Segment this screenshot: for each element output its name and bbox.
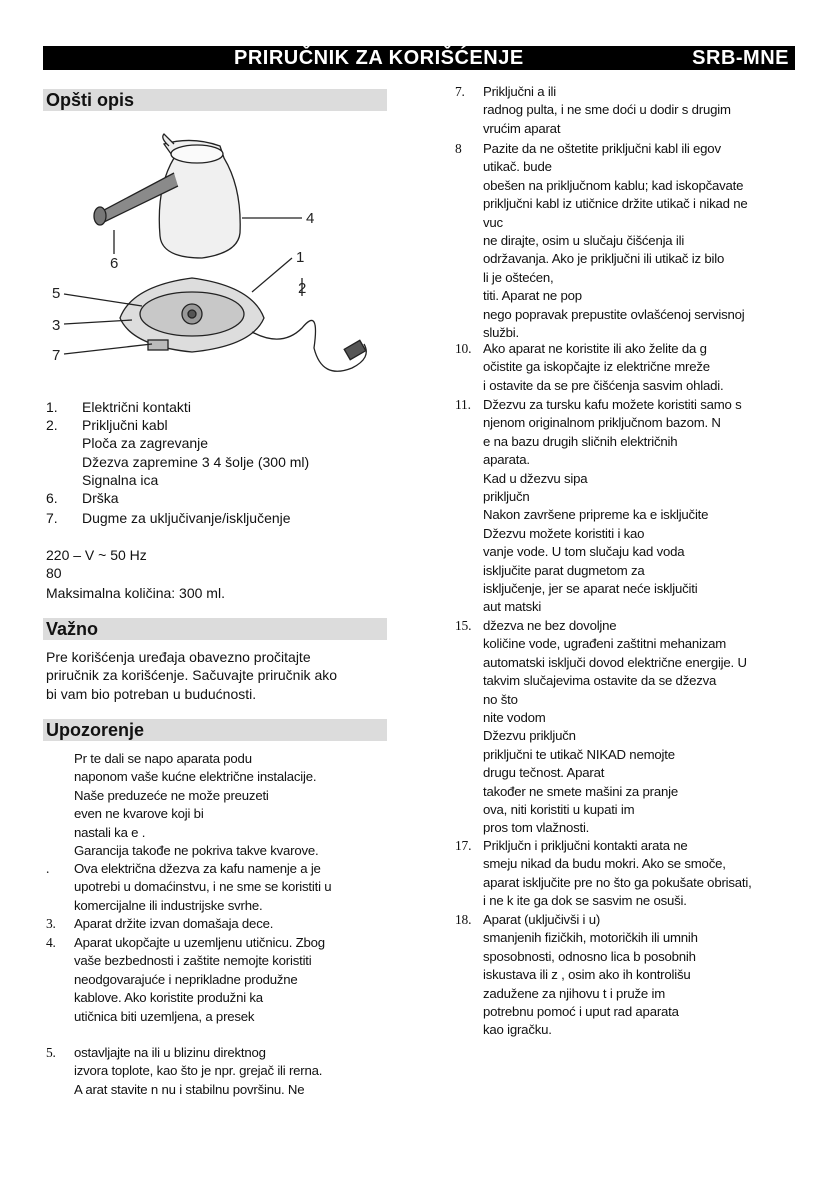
section-general-description [43, 89, 387, 111]
text-line: Pazite da ne oštetite priključni kabl ili egov [483, 141, 721, 156]
text-line: naponom vaše kućne električne instalacije. [74, 769, 317, 785]
label-1: 1 [296, 249, 305, 266]
text-line: Džezvu možete koristiti i kao [483, 525, 645, 541]
text-line: utičnica biti uzemljena, a presek [74, 1008, 255, 1024]
text-line: priključn [483, 488, 530, 504]
text-line: Naše preduzeće ne može preuzeti [74, 787, 269, 803]
part-number: 1. [46, 399, 58, 415]
warning-number: 4. [46, 935, 56, 950]
label-3: 3 [52, 317, 61, 334]
text-line: nite vodom [483, 709, 546, 725]
spec-power: 80 [46, 565, 62, 581]
text-line: ne dirajte, osim u slučaju čišćenja ili [483, 232, 685, 248]
text-line: smanjenih fizičkih, motoričkih ili umnih [483, 930, 698, 946]
text-line: ova, niti koristiti u kupati im [483, 801, 635, 817]
spec-voltage: 220 – V ~ 50 Hz [46, 547, 147, 563]
text-line: no što [483, 691, 518, 707]
text-line: utikač. bude [483, 159, 552, 175]
text-line: nego popravak prepustite ovlašćenoj servisnoj [483, 306, 745, 322]
warning-number: 18. [455, 912, 472, 927]
text-line: Pre korišćenja uređaja obavezno pročitajte [46, 649, 311, 665]
text-line: aut matski [483, 599, 542, 615]
text-line: upotrebi u domaćinstvu, i ne sme se koristiti u [74, 879, 332, 895]
text-line: zadužene za njihovu t i pruže im [483, 985, 665, 1001]
text-line: drugu tečnost. Aparat [483, 765, 605, 781]
part-label: Električni kontakti [82, 399, 191, 415]
text-line: iskustava ili z , osim ako ih kontrolišu [483, 967, 691, 983]
part-label: Dugme za uključivanje/isključenje [82, 510, 291, 526]
text-line: titi. Aparat ne pop [483, 288, 582, 304]
text-line: vaše bezbednosti i zaštite nemojte koristiti [74, 953, 312, 969]
text-line: priručnik za korišćenje. Sačuvajte priručnik ako [46, 667, 338, 684]
warning-number: . [46, 861, 50, 876]
text-line: Ova električna džezva za kafu namenje a je [74, 861, 321, 876]
warning-number: 7. [455, 84, 465, 99]
text-line: vrućim aparat [483, 120, 561, 136]
text-line: Garancija takođe ne pokriva takve kvarove. [74, 842, 319, 858]
part-label: Ploča za zagrevanje [82, 435, 209, 451]
text-line: even ne kvarove koji bi [74, 806, 204, 822]
text-line: aparata. [483, 452, 530, 468]
text-line: izvora toplote, kao što je npr. grejač ili rerna. [74, 1063, 323, 1079]
text-line: priključni kabl iz utičnice držite utikač i nikad ne [483, 196, 748, 212]
text-line: održavanja. Ako je priključni ili utikač iz bilo [483, 251, 725, 267]
text-line: potrebnu pomoć i uput rad aparata [483, 1003, 679, 1019]
warning-number: 17. [455, 838, 472, 853]
text-line: očistite ga iskopčajte iz električne mreže [483, 359, 710, 375]
text-line: takvim slučajevima ostavite da se džezva [483, 673, 717, 689]
text-line: Džezvu priključn [483, 728, 576, 744]
text-line: A arat stavite n nu i stabilnu površinu. Ne [74, 1081, 305, 1097]
text-line: pros tom vlažnosti. [483, 820, 590, 836]
text-line: također ne smete mašini za pranje [483, 783, 678, 799]
part-label: Džezva zapremine 3 4 šolje (300 ml) [82, 454, 310, 470]
part-label: Drška [82, 490, 119, 506]
text-line: i ne k ite ga dok se sasvim ne osuši. [483, 893, 687, 909]
text-line: kao igračku. [483, 1022, 552, 1038]
manual-title: PRIRUČNIK ZA KORIŠĆENJE [234, 47, 524, 69]
text-line: Aparat (uključivši i u) [483, 912, 601, 927]
text-line: li je oštećen, [483, 269, 554, 285]
label-4: 4 [306, 210, 315, 227]
text-line: džezva ne bez dovoljne [483, 618, 617, 633]
label-2: 2 [298, 280, 307, 297]
spec-max-volume: Maksimalna količina: 300 ml. [46, 585, 225, 601]
text-line: Priključn i priključni kontakti arata ne [483, 838, 688, 853]
text-line: priključni te utikač NIKAD nemojte [483, 746, 675, 762]
text-line: Džezvu za tursku kafu možete koristiti samo s [483, 397, 742, 412]
text-line: Aparat držite izvan domašaja dece. [74, 916, 274, 931]
text-line: i ostavite da se pre čišćenja sasvim ohladi. [483, 377, 724, 393]
text-line: Aparat ukopčajte u uzemljenu utičnicu. Zbog [74, 935, 325, 950]
text-line: kablove. Ako koristite produžni ka [74, 990, 263, 1006]
section-important [43, 618, 387, 640]
section-warnings [43, 719, 387, 741]
warning-number: 11. [455, 397, 471, 412]
section-heading: Upozorenje [46, 720, 145, 740]
warning-number: 5. [46, 1045, 56, 1060]
section-heading: Opšti opis [46, 90, 135, 110]
text-line: Priključni a ili [483, 84, 557, 99]
text-line: obešen na priključnom kablu; kad iskopčavate [483, 177, 744, 193]
text-line: Kad u džezvu sipa [483, 470, 588, 486]
text-line: količine vode, ugrađeni zaštitni mehanizam [483, 636, 727, 652]
language-code: SRB-MNE [692, 47, 789, 69]
text-line: neodgovarajuće i neprikladne produžne [74, 971, 298, 987]
label-5: 5 [52, 285, 61, 302]
part-number: 7. [46, 510, 58, 526]
text-line: Ako aparat ne koristite ili ako želite da g [483, 341, 707, 356]
section-heading: Važno [46, 619, 99, 639]
important-paragraph [46, 648, 386, 703]
text-line: isključenje, jer se aparat neće isključiti [483, 580, 698, 596]
label-7: 7 [52, 347, 61, 364]
warning-number: 3. [46, 916, 56, 931]
text-line: e na bazu drugih sličnih električnih [483, 433, 678, 449]
text-line: automatski isključi dovod električne energije. U [483, 654, 747, 670]
text-line: Pr te dali se napo aparata podu [74, 751, 252, 766]
text-line: komercijalne ili industrijske svrhe. [74, 897, 263, 913]
text-line: bi vam bio potreban u budućnosti. [46, 685, 257, 702]
part-number: 6. [46, 490, 58, 506]
text-line: sposobnosti, odnosno lica b posobnih [483, 948, 696, 964]
part-number: 2. [46, 417, 58, 433]
coffee-pot-illustration [52, 118, 382, 388]
part-label: Priključni kabl [82, 417, 168, 433]
warning-number: 10. [455, 341, 472, 356]
text-line: službi. [483, 324, 519, 340]
label-6: 6 [110, 255, 119, 272]
text-line: isključite parat dugmetom za [483, 562, 645, 578]
text-line: njenom originalnom priključnom bazom. N [483, 415, 721, 431]
warning-number: 8 [455, 141, 462, 156]
text-line: nastali ka e . [74, 824, 146, 840]
text-line: radnog pulta, i ne sme doći u dodir s drugim [483, 102, 731, 118]
header-bar [43, 46, 795, 70]
text-line: aparat isključite pre no što ga pokušate obrisati, [483, 874, 752, 890]
text-line: ostavljajte na ili u blizinu direktnog [74, 1045, 266, 1060]
text-line: vanje vode. U tom slučaju kad voda [483, 544, 685, 560]
text-line: vuc [483, 214, 503, 230]
warning-number: 15. [455, 618, 472, 633]
text-line: Nakon završene pripreme ka e isključite [483, 507, 709, 523]
part-label: Signalna ica [82, 472, 159, 488]
text-line: smeju nikad da budu mokri. Ako se smoče, [483, 856, 726, 872]
